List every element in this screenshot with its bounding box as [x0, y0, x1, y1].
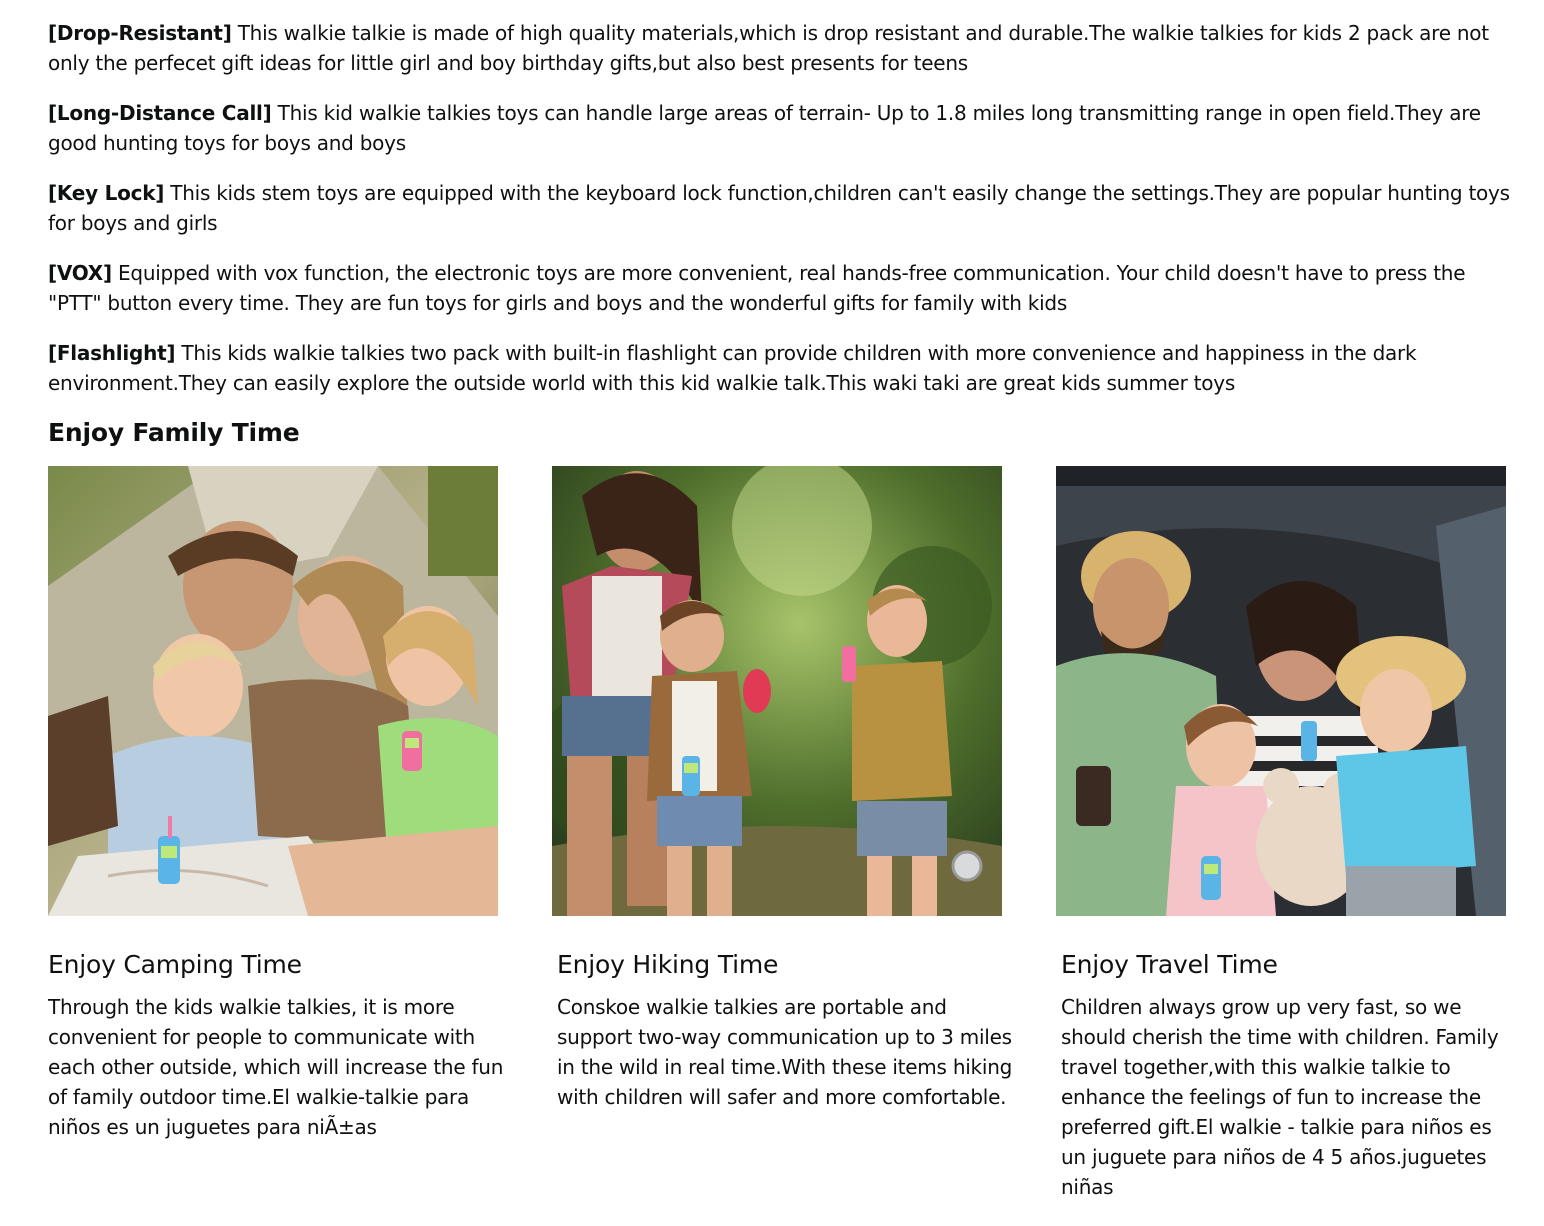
feature-key: [Key Lock] — [48, 181, 165, 205]
card-body: Children always grow up very fast, so we should cherish the time with children. Family travel together,with this walkie talkie to enhance the feelings of fun to increase the preferred gift.El walkie - talkie para niños es un juguete para niños de 4 5 años.juguetes niñas — [1061, 995, 1499, 1199]
card-body: Through the kids walkie talkies, it is more convenient for people to communicate with each other outside, which will increase the fun of family outdoor time.El walkie-talkie para niños es un juguetes para niÃ±as — [48, 995, 504, 1139]
feature-key: [VOX] — [48, 261, 112, 285]
feature-key: [Drop-Resistant] — [48, 21, 232, 45]
feature-long-distance-call — [48, 98, 1518, 158]
feature-text: This walkie talkie is made of high quality materials,which is drop resistant and durable.The walkie talkies for kids 2 pack are not only the perfecet gift ideas for little girl and boy birthday gifts,but also best presents for teens — [48, 21, 1489, 75]
card-title: Enjoy Hiking Time — [557, 950, 779, 979]
section-title: Enjoy Family Time — [48, 418, 300, 447]
family-hiking-photo — [552, 466, 1002, 916]
card-camping — [48, 466, 504, 1142]
card-title: Enjoy Camping Time — [48, 950, 302, 979]
feature-text: Equipped with vox function, the electronic toys are more convenient, real hands-free communication. Your child doesn't have to press the "PTT" button every time. They are fun toys for girls and boys and the wonderful gifts for family with kids — [48, 261, 1466, 315]
feature-key: [Long-Distance Call] — [48, 101, 272, 125]
product-description — [48, 18, 1518, 1226]
camping-scene-illustration — [48, 466, 498, 916]
feature-key: [Flashlight] — [48, 341, 176, 365]
card-hiking — [552, 466, 1013, 1112]
feature-cards — [48, 466, 1518, 1226]
feature-text: This kids stem toys are equipped with the keyboard lock function,children can't easily change the settings.They are popular hunting toys for boys and girls — [48, 181, 1510, 235]
family-travel-photo — [1056, 466, 1506, 916]
feature-key-lock — [48, 178, 1518, 238]
hiking-scene-illustration — [552, 466, 1002, 916]
feature-flashlight — [48, 338, 1518, 398]
feature-text: This kids walkie talkies two pack with built-in flashlight can provide children with more convenience and happiness in the dark environment.They can easily explore the outside world with this kid walkie talk.This waki taki are great kids summer toys — [48, 341, 1417, 395]
card-travel — [1056, 466, 1512, 1202]
card-title: Enjoy Travel Time — [1061, 950, 1278, 979]
feature-text: This kid walkie talkies toys can handle large areas of terrain- Up to 1.8 miles long transmitting range in open field.They are good hunting toys for boys and boys — [48, 101, 1481, 155]
family-camping-photo — [48, 466, 498, 916]
feature-vox — [48, 258, 1518, 318]
travel-scene-illustration — [1056, 466, 1506, 916]
card-body: Conskoe walkie talkies are portable and support two-way communication up to 3 miles in the wild in real time.With these items hiking with children will safer and more comfortable. — [557, 995, 1013, 1109]
feature-drop-resistant — [48, 18, 1518, 78]
